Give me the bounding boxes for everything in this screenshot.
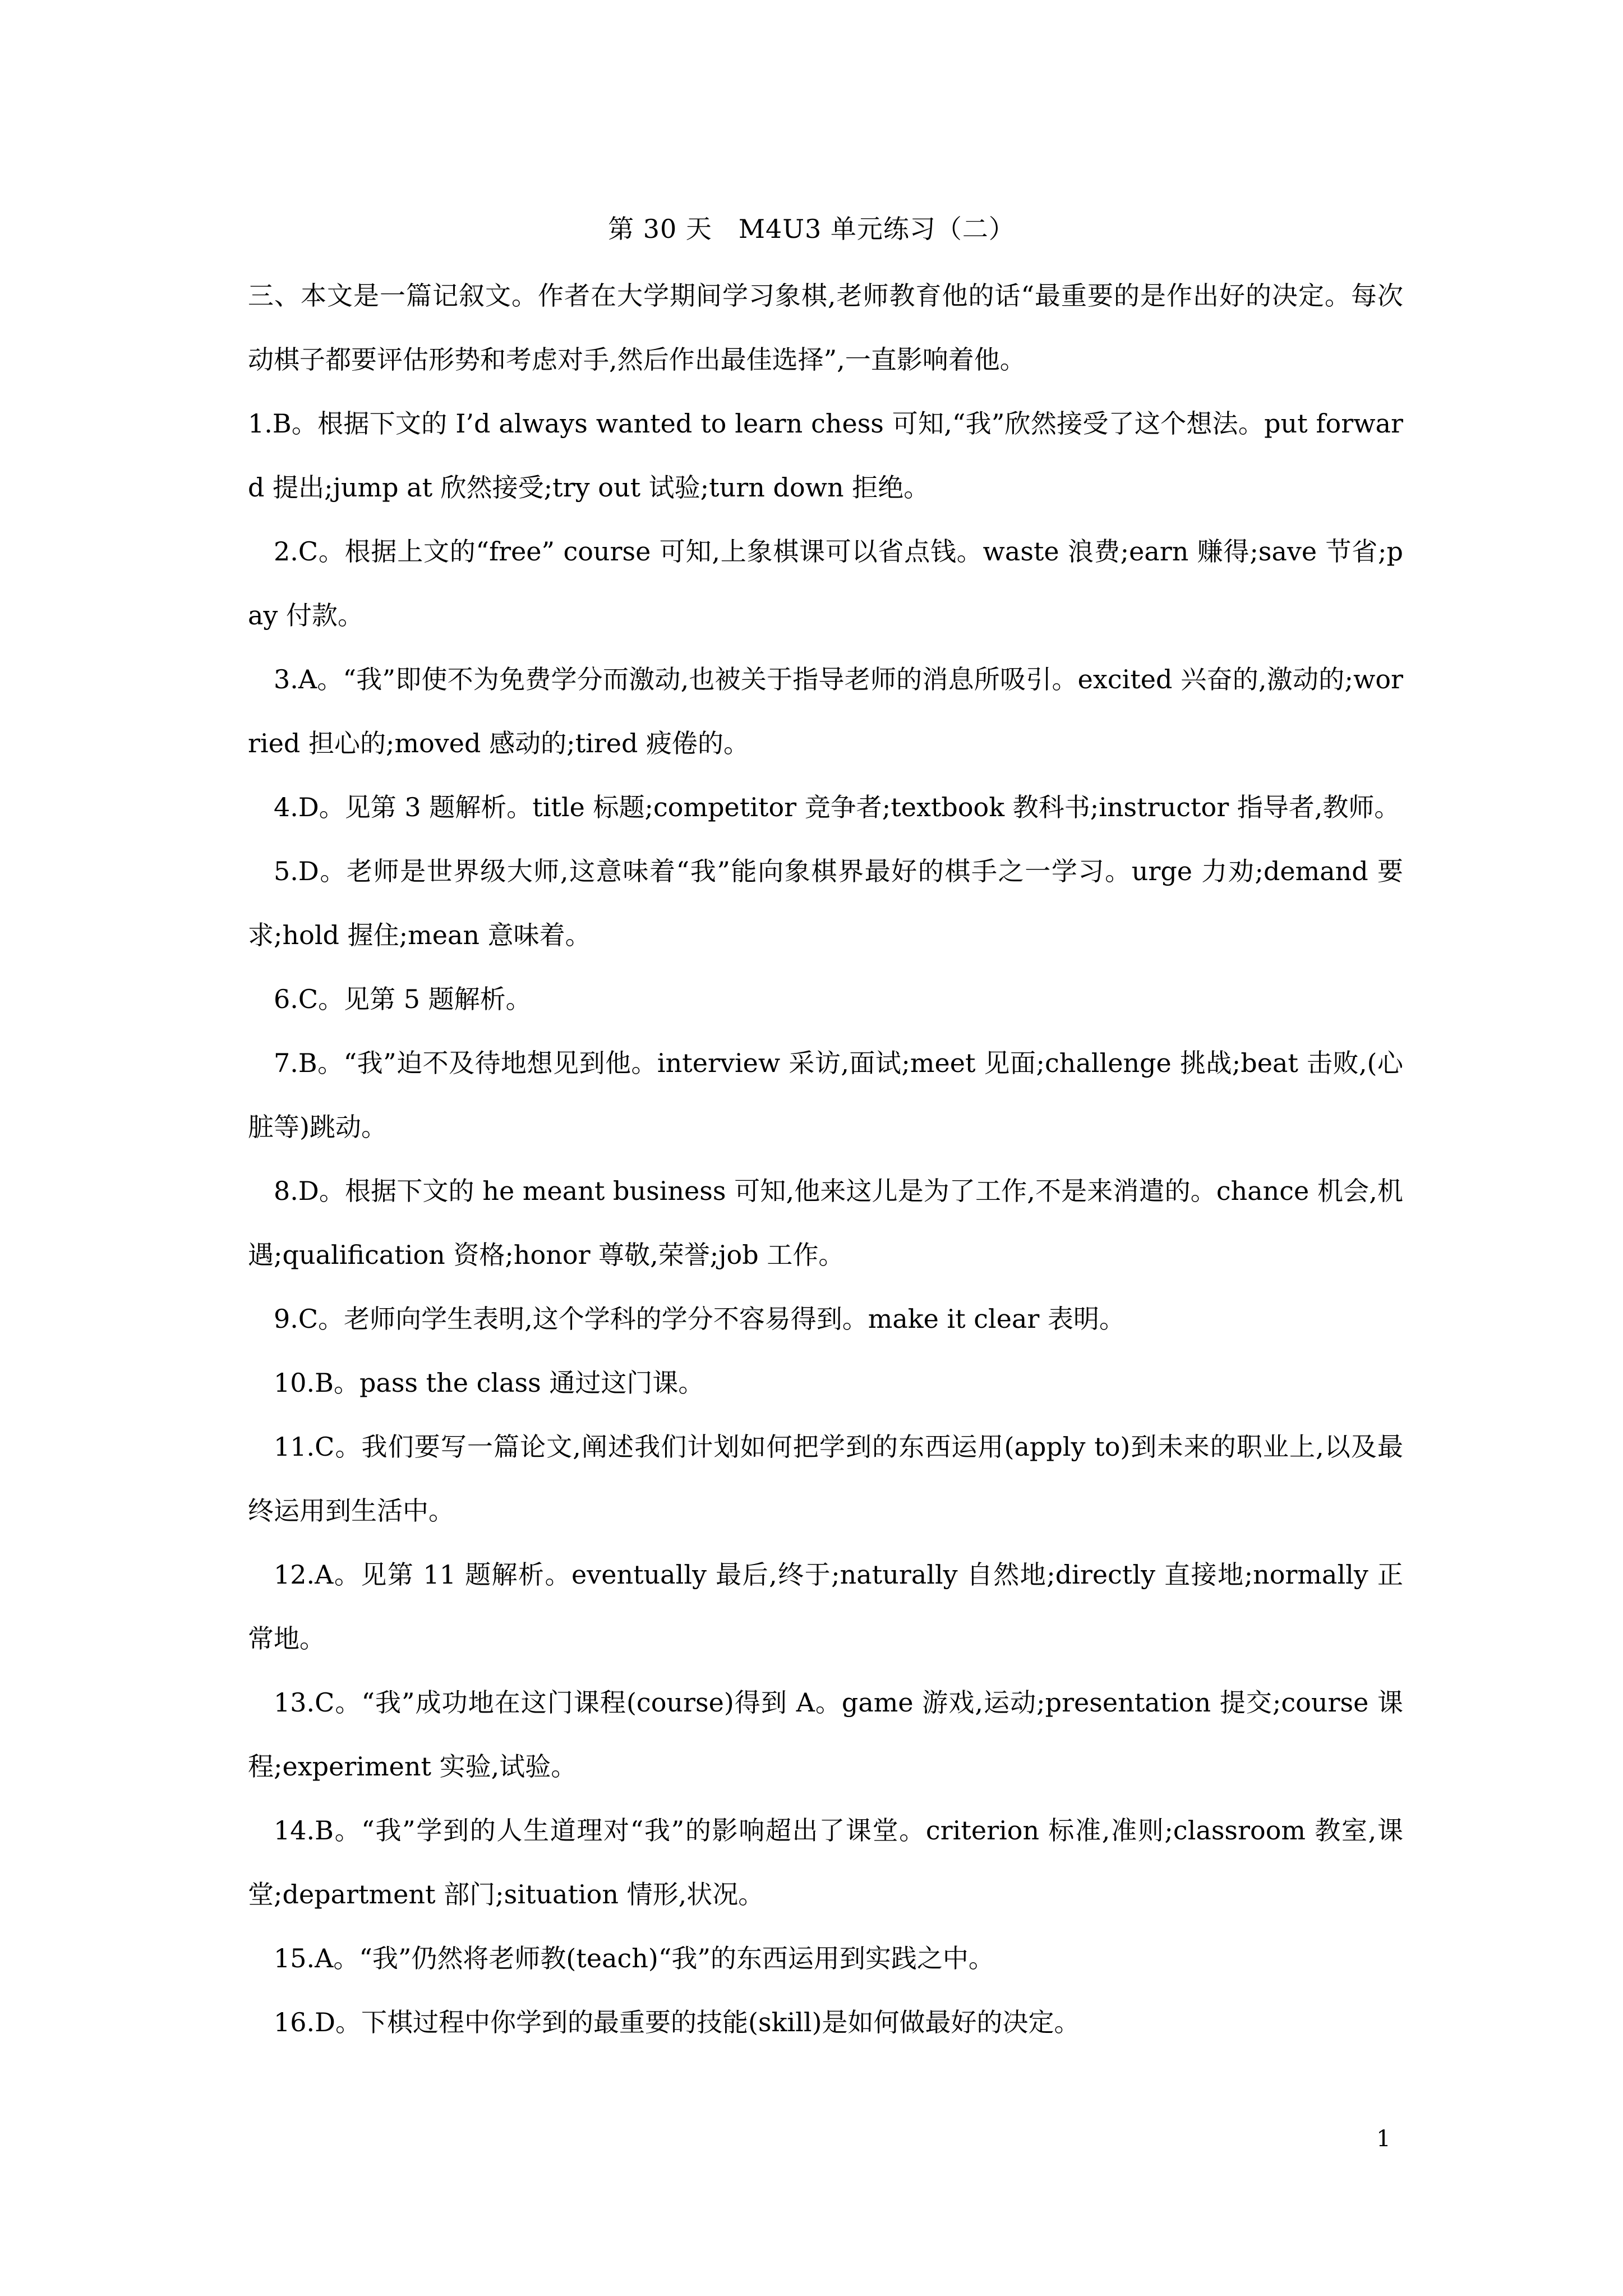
answer-item-9: 9.C。老师向学生表明,这个学科的学分不容易得到。make it clear 表明。 <box>274 1304 1126 1334</box>
answer-item-8: 8.D。根据下文的 he meant business 可知,他来这儿是为了工作,不是来消遣的。chance 机会,机遇;qualification 资格;honor 尊敬,荣誉;job 工作。 <box>248 1176 1403 1270</box>
answer-item-16: 16.D。下棋过程中你学到的最重要的技能(skill)是如何做最好的决定。 <box>274 2007 1080 2037</box>
answer-item-15: 15.A。“我”仍然将老师教(teach)“我”的东西运用到实践之中。 <box>274 1943 994 1973</box>
answer-item-4: 4.D。见第 3 题解析。title 标题;competitor 竞争者;textbook 教科书;instructor 指导者,教师。 <box>274 792 1400 822</box>
document-title: 第 30 天 M4U3 单元练习（二） <box>608 214 1015 244</box>
answer-item-6: 6.C。见第 5 题解析。 <box>274 984 532 1014</box>
answer-item-2: 2.C。根据上文的“free” course 可知,上象棋课可以省点钱。waste 浪费;earn 赚得;save 节省;pay 付款。 <box>248 536 1403 631</box>
answer-item-11: 11.C。我们要写一篇论文,阐述我们计划如何把学到的东西运用(apply to)到未来的职业上,以及最终运用到生活中。 <box>248 1432 1403 1526</box>
page-number: 1 <box>1376 2126 1391 2152</box>
answer-item-3: 3.A。“我”即使不为免费学分而激动,也被关于指导老师的消息所吸引。excited 兴奋的,激动的;worried 担心的;moved 感动的;tired 疲倦的。 <box>248 664 1403 758</box>
answer-item-10: 10.B。pass the class 通过这门课。 <box>274 1368 704 1398</box>
answer-item-7: 7.B。“我”迫不及待地想见到他。interview 采访,面试;meet 见面;challenge 挑战;beat 击败,(心脏等)跳动。 <box>248 1048 1403 1142</box>
answer-item-13: 13.C。“我”成功地在这门课程(course)得到 A。game 游戏,运动;presentation 提交;course 课程;experiment 实验,试验。 <box>248 1687 1403 1782</box>
answer-item-1: 1.B。根据下文的 I’d always wanted to learn chess 可知,“我”欣然接受了这个想法。put forward 提出;jump at 欣然接受;try out 试验;turn down 拒绝。 <box>248 408 1403 503</box>
answer-item-5: 5.D。老师是世界级大师,这意味着“我”能向象棋界最好的棋手之一学习。urge 力劝;demand 要求;hold 握住;mean 意味着。 <box>248 856 1403 950</box>
answer-item-12: 12.A。见第 11 题解析。eventually 最后,终于;naturally 自然地;directly 直接地;normally 正常地。 <box>248 1559 1403 1654</box>
document-body <box>248 264 1403 2054</box>
answer-item-14: 14.B。“我”学到的人生道理对“我”的影响超出了课堂。criterion 标准,准则;classroom 教室,课堂;department 部门;situation 情形,状况。 <box>248 1815 1403 1910</box>
intro-paragraph: 三、本文是一篇记叙文。作者在大学期间学习象棋,老师教育他的话“最重要的是作出好的决定。每次动棋子都要评估形势和考虑对手,然后作出最佳选择”,一直影响着他。 <box>248 280 1403 375</box>
